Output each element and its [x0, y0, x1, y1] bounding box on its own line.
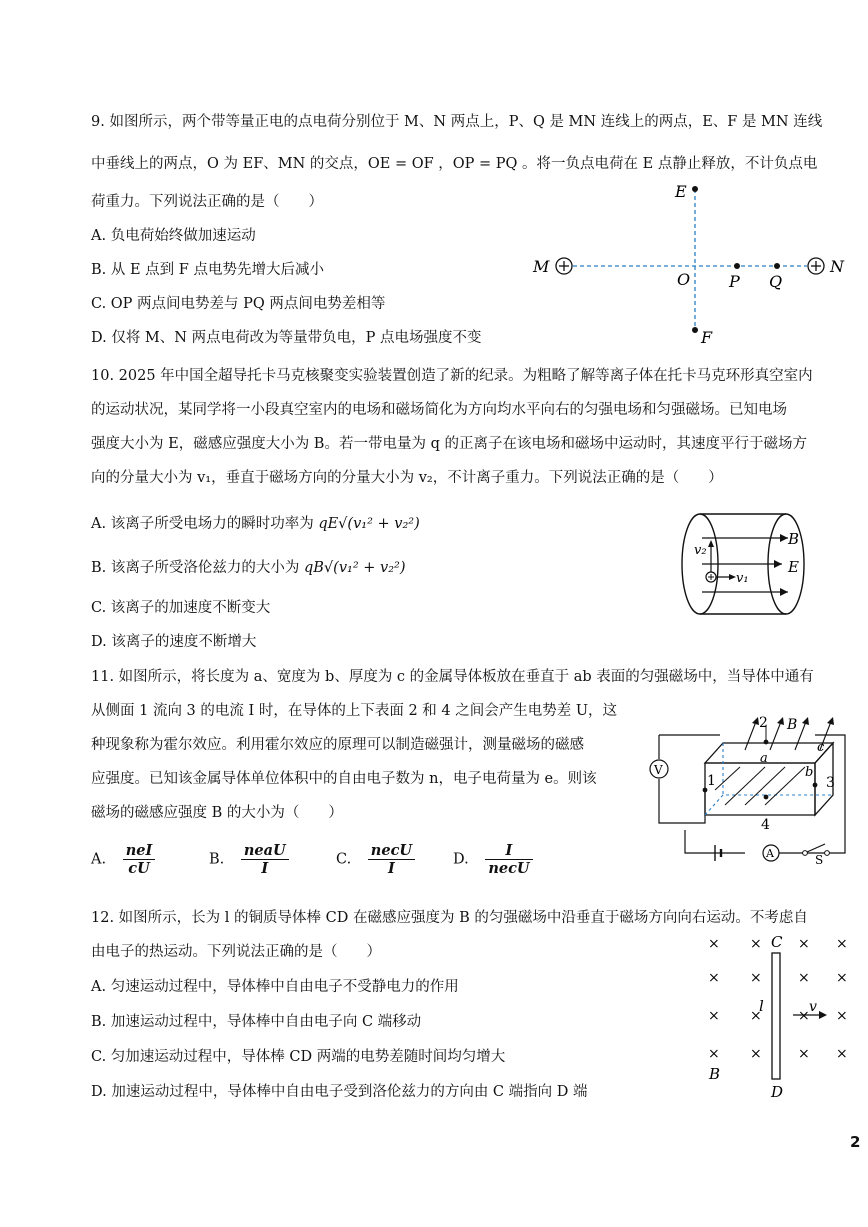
- q9-label-n: N: [830, 257, 844, 276]
- q12-field-cross: ×: [708, 1046, 720, 1062]
- q10-line2: 的运动状况，某同学将一小段真空室内的电场和磁场简化为方向均水平向右的匀强电场和匀强磁场。已知电场: [91, 402, 787, 418]
- q12-figure: [695, 925, 855, 1100]
- q9-option-a: A. 负电荷始终做加速运动: [91, 228, 256, 244]
- q12-field-cross: ×: [798, 936, 810, 952]
- q9-label-q: Q: [769, 272, 783, 291]
- q11-conductor-front: [705, 763, 815, 815]
- q10-label-b: B: [788, 530, 800, 548]
- q11-figure: [645, 705, 855, 865]
- q9-label-o: O: [677, 270, 691, 289]
- q11-option-b-num: neaU: [241, 842, 289, 860]
- q10-line4: 向的分量大小为 v₁，垂直于磁场方向的分量大小为 v₂，不计离子重力。下列说法正确的是（ ）: [91, 470, 723, 486]
- q12-label-v: v: [809, 999, 817, 1015]
- q11-option-b: [209, 842, 289, 877]
- q12-field-cross: ×: [708, 1008, 720, 1024]
- q10-label-v1: v₁: [736, 571, 749, 586]
- q12-line1: 12. 如图所示，长为 l 的铜质导体棒 CD 在磁感应强度为 B 的匀强磁场中沿垂直于磁场方向向右运动。不考虑自: [91, 910, 808, 926]
- q10-option-b-text: B. 该离子所受洛伦兹力的大小为: [91, 560, 300, 576]
- q11-label-2: 2: [759, 715, 768, 731]
- q11-option-c: [336, 842, 415, 877]
- q11-label-3: 3: [826, 775, 835, 791]
- q9-option-c: C. OP 两点间电势差与 PQ 两点间电势差相等: [91, 296, 386, 312]
- q9-point-e: [692, 186, 698, 192]
- q9-label-e: E: [675, 182, 687, 201]
- q12-field-cross: ×: [750, 1008, 762, 1024]
- q9-option-d: D. 仅将 M、N 两点电荷改为等量带负电，P 点电场强度不变: [91, 330, 482, 346]
- q9-line3: 荷重力。下列说法正确的是（ ）: [91, 194, 323, 210]
- q12-field-cross: ×: [750, 970, 762, 986]
- q9-point-f: [692, 327, 698, 333]
- q9-label-m: M: [533, 257, 550, 276]
- q11-label-a-edge: a: [760, 751, 768, 766]
- q12-label-b: B: [709, 1065, 721, 1083]
- page-number: 2: [850, 1133, 861, 1151]
- q11-option-c-den: I: [388, 860, 395, 877]
- q10-line1: 10. 2025 年中国全超导托卡马克核聚变实验装置创造了新的纪录。为粗略了解等离子体在托卡马克环形真空室内: [91, 368, 813, 384]
- q10-label-e: E: [788, 558, 799, 576]
- q12-line2: 由电子的热运动。下列说法正确的是（ ）: [91, 944, 381, 960]
- q11-option-a-num: neI: [123, 842, 156, 860]
- q12-field-cross: ×: [750, 936, 762, 952]
- q11-option-d-label: D.: [453, 851, 469, 868]
- q11-line1: 11. 如图所示，将长度为 a、宽度为 b、厚度为 c 的金属导体板放在垂直于 ab 表面的匀强磁场中，当导体中通有: [91, 669, 814, 685]
- q9-line1: 9. 如图所示，两个带等量正电的点电荷分别位于 M、N 两点上，P、Q 是 MN 连线上的两点，E、F 是 MN 连线: [91, 114, 823, 130]
- q10-label-v2: v₂: [694, 543, 707, 558]
- q11-option-a: [91, 842, 155, 877]
- q10-option-a-text: A. 该离子所受电场力的瞬时功率为: [91, 516, 314, 532]
- q11-option-a-label: A.: [91, 851, 107, 868]
- q11-option-d-num: I: [485, 842, 532, 860]
- q11-option-d: [453, 842, 533, 877]
- q12-field-cross: ×: [708, 936, 720, 952]
- q12-option-d: D. 加速运动过程中，导体棒中自由电子受到洛伦兹力的方向由 C 端指向 D 端: [91, 1084, 588, 1100]
- q11-line3: 种现象称为霍尔效应。利用霍尔效应的原理可以制造磁强计，测量磁场的磁感: [91, 737, 584, 753]
- q12-option-a: A. 匀速运动过程中，导体棒中自由电子不受静电力的作用: [91, 979, 459, 995]
- q12-field-cross: ×: [798, 1046, 810, 1062]
- q11-option-c-num: necU: [368, 842, 415, 860]
- q12-label-d: D: [771, 1083, 784, 1100]
- q11-option-c-label: C.: [336, 851, 352, 868]
- q9-line2: 中垂线上的两点，O 为 EF、MN 的交点，OE = OF ，OP = PQ 。将一负点电荷在 E 点静止释放，不计负点电: [91, 156, 818, 172]
- q11-option-a-den: cU: [128, 860, 150, 877]
- q10-option-b-expr: qB√(v₁² + v₂²): [303, 560, 406, 576]
- q11-label-b-edge: b: [805, 765, 814, 780]
- q10-line3: 强度大小为 E，磁感应强度大小为 B。若一带电量为 q 的正离子在该电场和磁场中运动时，其速度平行于磁场方: [91, 436, 807, 452]
- q12-field-cross: ×: [750, 1046, 762, 1062]
- q11-option-b-label: B.: [209, 851, 225, 868]
- q12-option-c: C. 匀加速运动过程中，导体棒 CD 两端的电势差随时间均匀增大: [91, 1049, 506, 1065]
- q12-field-cross: ×: [798, 1008, 810, 1024]
- q9-point-q: [774, 263, 780, 269]
- q11-line4: 应强度。已知该金属导体单位体积中的自由电子数为 n，电子电荷量为 e。则该: [91, 771, 597, 787]
- q12-field-cross: ×: [836, 970, 848, 986]
- q11-label-a: A: [766, 847, 774, 860]
- q12-field-cross: ×: [798, 970, 810, 986]
- q10-option-a-expr: qE√(v₁² + v₂²): [318, 516, 420, 532]
- q12-option-b: B. 加速运动过程中，导体棒中自由电子向 C 端移动: [91, 1014, 422, 1030]
- q11-option-d-den: necU: [488, 860, 530, 877]
- q11-label-c-edge: c: [817, 740, 825, 755]
- q9-label-p: P: [729, 272, 740, 291]
- q11-switch: [803, 851, 808, 856]
- q11-label-v: V: [654, 763, 663, 777]
- q10-option-a: [91, 512, 420, 533]
- q10-option-c: C. 该离子的加速度不断变大: [91, 600, 271, 616]
- q12-label-l: l: [759, 997, 764, 1015]
- q9-label-f: F: [701, 328, 713, 347]
- q11-label-1: 1: [707, 773, 716, 789]
- q12-field-cross: ×: [836, 936, 848, 952]
- q10-figure: [678, 510, 828, 620]
- q12-label-c: C: [771, 933, 783, 951]
- q9-point-p: [734, 263, 740, 269]
- q9-option-b: B. 从 E 点到 F 点电势先增大后减小: [91, 262, 324, 278]
- q11-line2: 从侧面 1 流向 3 的电流 I 时，在导体的上下表面 2 和 4 之间会产生电势差 U，这: [91, 703, 618, 719]
- q11-conductor-top: [705, 743, 833, 763]
- q10-option-d: D. 该离子的速度不断增大: [91, 634, 257, 650]
- q12-field-cross: ×: [708, 970, 720, 986]
- q11-label-field: B: [787, 717, 798, 733]
- q11-line5: 磁场的磁感应强度 B 的大小为（ ）: [91, 805, 343, 821]
- q11-label-4: 4: [761, 817, 770, 833]
- q12-field-cross: ×: [836, 1046, 848, 1062]
- q10-option-b: [91, 556, 405, 577]
- q12-field-cross: ×: [836, 1008, 848, 1024]
- q9-figure: [525, 175, 855, 350]
- q12-rod: [772, 953, 780, 1079]
- q11-label-s: S: [815, 853, 824, 865]
- q11-option-b-den: I: [261, 860, 269, 877]
